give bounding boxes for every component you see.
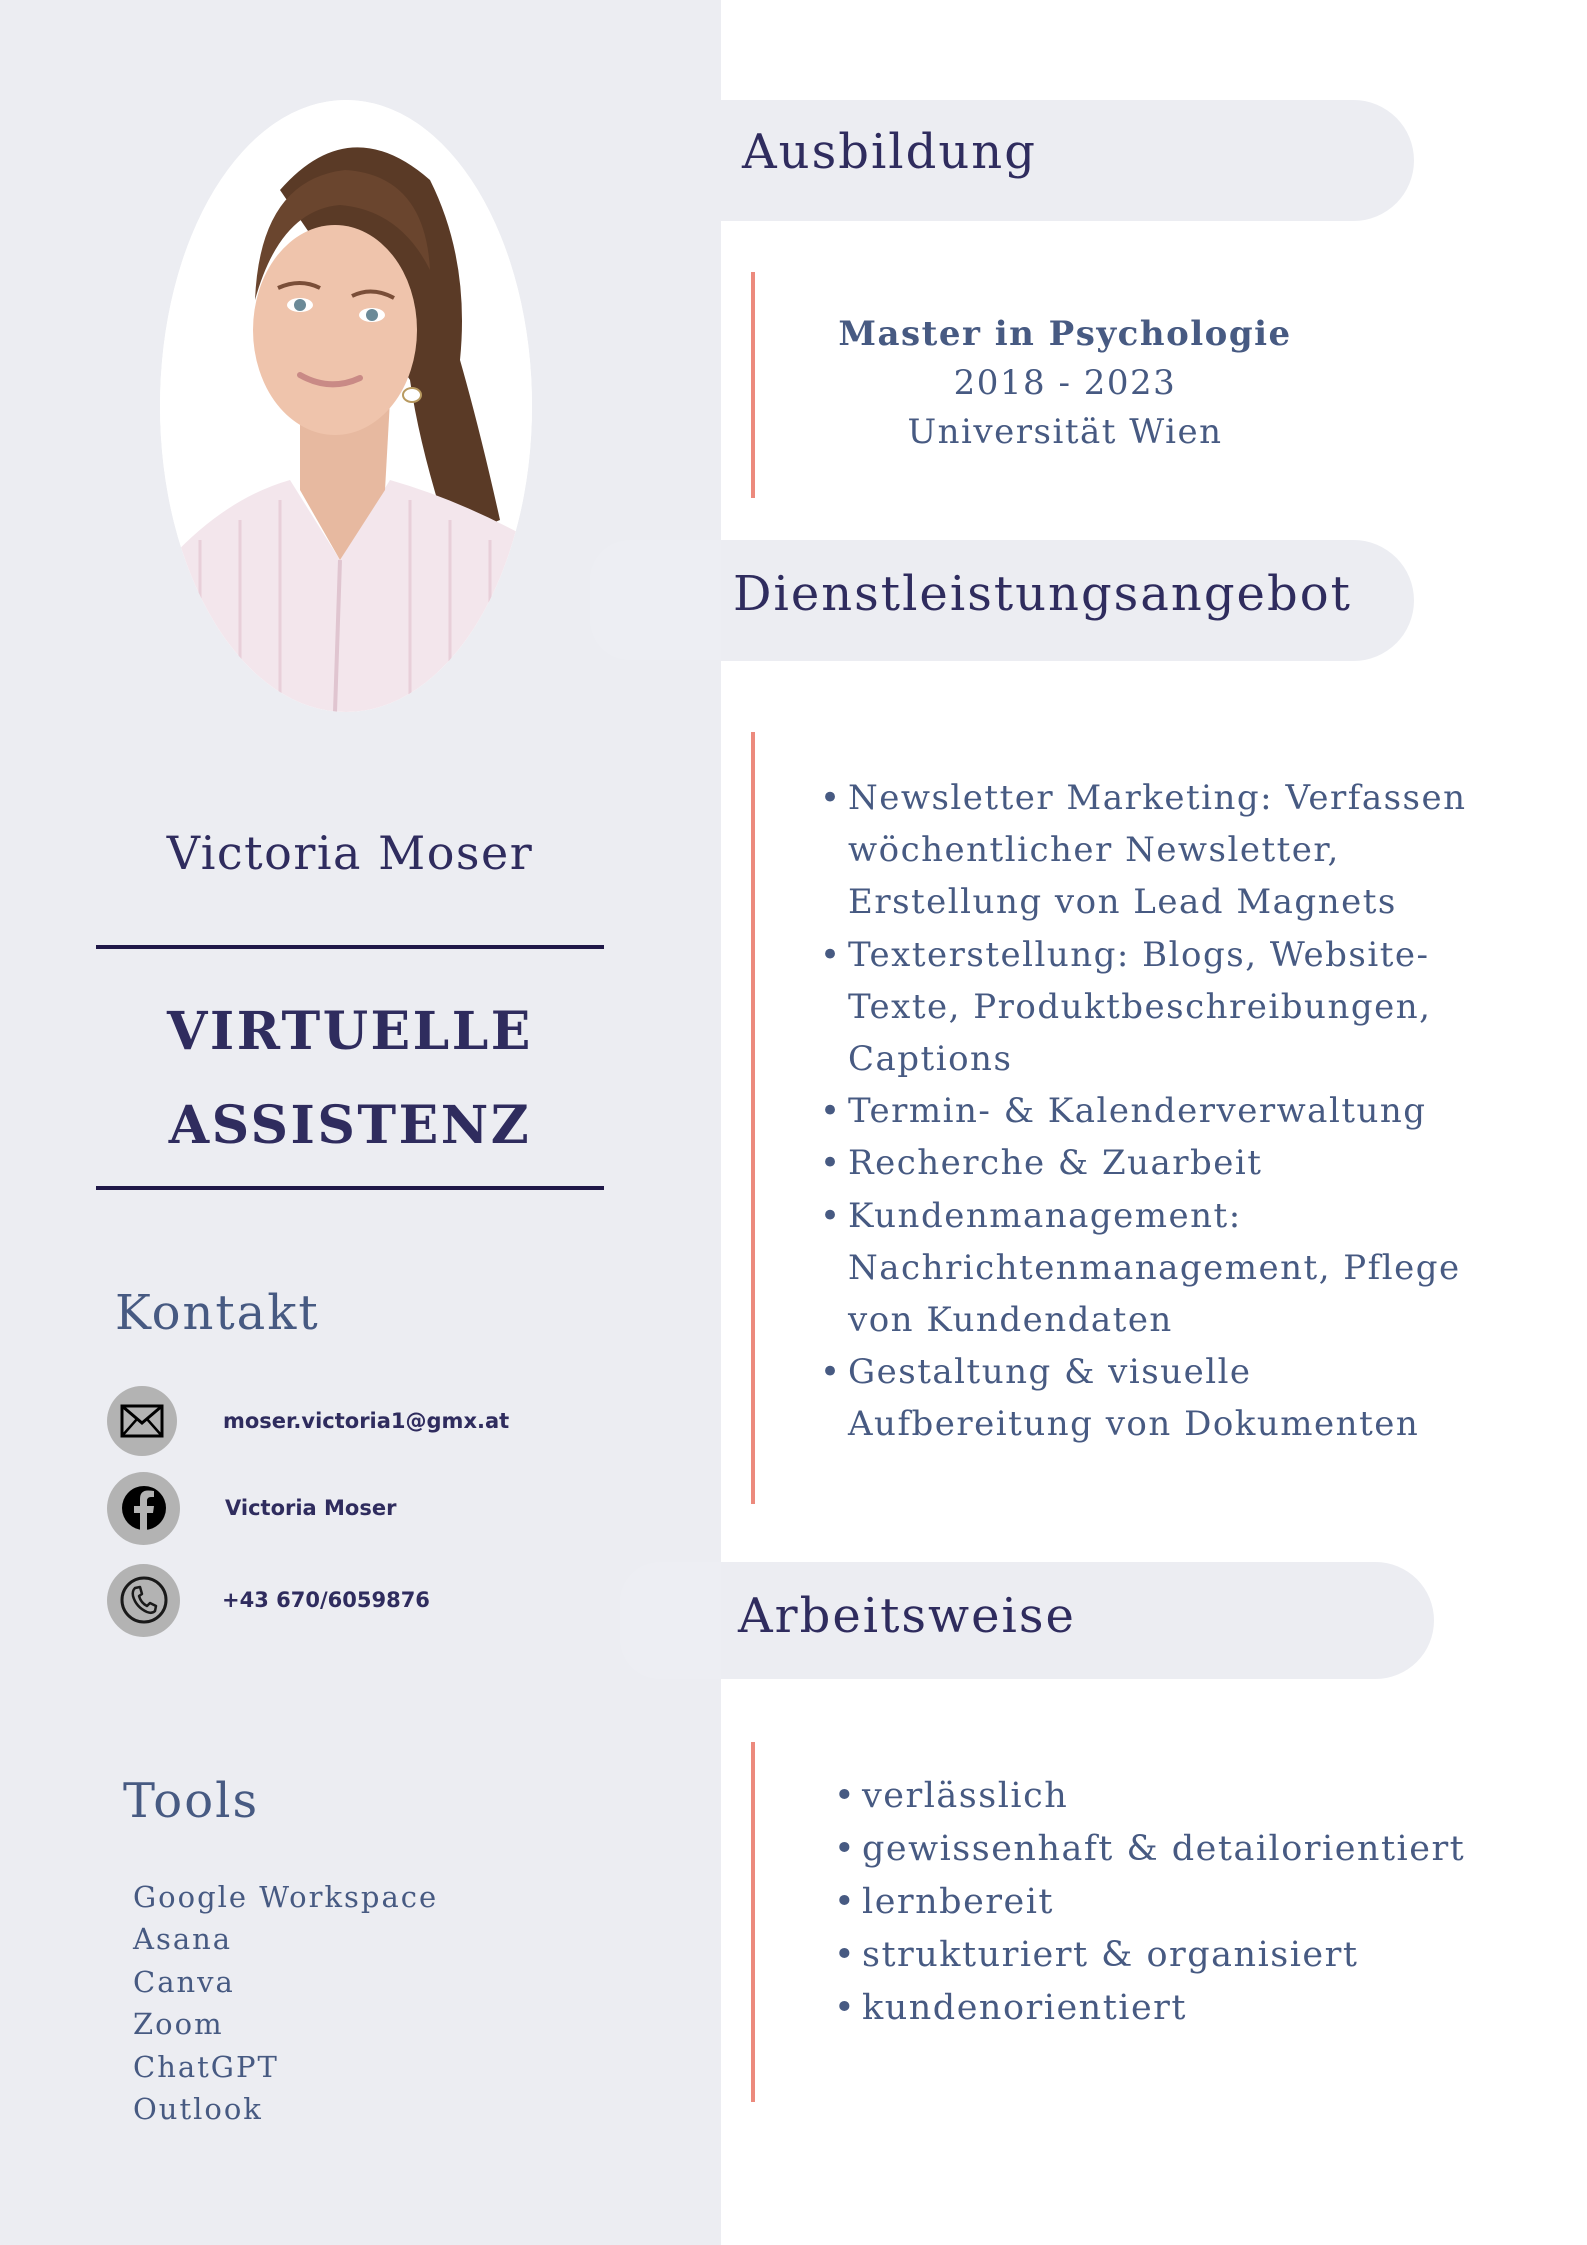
portrait-photo-icon xyxy=(160,100,532,712)
service-item xyxy=(820,772,1467,929)
job-title xyxy=(96,985,604,1173)
job-title-line-2: ASSISTENZ xyxy=(168,1095,532,1156)
services-heading: Dienstleistungsangebot xyxy=(733,566,1352,622)
service-line: Texterstellung: Blogs, Website- xyxy=(848,934,1430,975)
degree-institution: Universität Wien xyxy=(907,412,1223,452)
phone-icon xyxy=(107,1564,180,1637)
education-accent-line xyxy=(751,272,755,498)
work-style-text: verlässlich xyxy=(862,1776,1069,1816)
work-style-heading: Arbeitsweise xyxy=(738,1588,1076,1644)
service-line: Newsletter Marketing: Verfassen xyxy=(848,778,1467,818)
service-line: Erstellung von Lead Magnets xyxy=(848,882,1397,923)
name-divider-top xyxy=(96,945,604,949)
bullet-icon: • xyxy=(834,1776,857,1816)
work-style-item xyxy=(834,1823,1466,1876)
service-line: Aufbereitung von Dokumenten xyxy=(848,1404,1420,1445)
contact-facebook[interactable] xyxy=(107,1472,397,1544)
service-item xyxy=(820,1085,1467,1137)
tool-item: Outlook xyxy=(133,2092,263,2127)
work-style-item xyxy=(834,1876,1465,1929)
work-style-item xyxy=(834,1770,1465,1823)
degree-title: Master in Psychologie xyxy=(838,314,1292,354)
tool-item: Zoom xyxy=(133,2007,224,2042)
work-style-item xyxy=(834,1929,1465,1982)
bullet-icon: • xyxy=(820,1143,842,1184)
bullet-icon: • xyxy=(834,1829,857,1869)
service-line: Captions xyxy=(848,1039,1013,1080)
tools-list xyxy=(133,1876,438,2130)
work-style-accent-line xyxy=(751,1742,755,2102)
service-line: von Kundendaten xyxy=(848,1300,1173,1341)
service-item xyxy=(820,1346,1467,1450)
facebook-name[interactable]: Victoria Moser xyxy=(225,1496,397,1520)
bullet-icon: • xyxy=(820,934,842,975)
bullet-icon: • xyxy=(820,1091,842,1132)
work-style-text: strukturiert & organisiert xyxy=(862,1935,1359,1975)
name-divider-bottom xyxy=(96,1186,604,1190)
facebook-icon xyxy=(107,1472,180,1545)
service-item xyxy=(820,1190,1467,1347)
service-line: Gestaltung & visuelle xyxy=(848,1352,1252,1393)
profile-photo xyxy=(160,100,532,712)
bullet-icon: • xyxy=(820,1352,842,1393)
tool-item: Canva xyxy=(133,1964,235,1999)
service-line: Nachrichtenmanagement, Pflege xyxy=(848,1247,1461,1288)
bullet-icon: • xyxy=(834,1882,857,1922)
service-line: Termin- & Kalenderverwaltung xyxy=(848,1091,1427,1132)
job-title-line-1: VIRTUELLE xyxy=(167,1001,533,1062)
service-item xyxy=(820,1137,1467,1189)
work-style-text: kundenorientiert xyxy=(862,1988,1187,2028)
contact-phone[interactable] xyxy=(107,1564,430,1636)
work-style-text: lernbereit xyxy=(862,1882,1054,1922)
work-style-list xyxy=(834,1770,1466,2035)
services-list xyxy=(820,772,1467,1451)
service-item xyxy=(820,929,1467,1086)
contact-heading: Kontakt xyxy=(115,1285,320,1341)
service-line: Texte, Produktbeschreibungen, xyxy=(848,986,1432,1027)
services-accent-line xyxy=(751,732,755,1504)
service-line: wöchentlicher Newsletter, xyxy=(848,830,1340,871)
service-line: Recherche & Zuarbeit xyxy=(848,1143,1263,1184)
work-style-item xyxy=(834,1982,1465,2035)
tool-item: ChatGPT xyxy=(133,2049,279,2084)
tool-item: Asana xyxy=(133,1922,233,1957)
tool-item: Google Workspace xyxy=(133,1880,439,1914)
bullet-icon: • xyxy=(820,1195,842,1236)
mail-icon xyxy=(107,1386,177,1456)
service-line: Kundenmanagement: xyxy=(848,1195,1242,1236)
education-entry xyxy=(760,310,1370,457)
person-name: Victoria Moser xyxy=(166,826,534,880)
bullet-icon: • xyxy=(834,1935,857,1975)
degree-years: 2018 - 2023 xyxy=(953,363,1177,403)
phone-number[interactable]: +43 670/6059876 xyxy=(222,1588,430,1612)
education-heading: Ausbildung xyxy=(742,124,1037,180)
bullet-icon: • xyxy=(834,1988,857,2028)
work-style-text: gewissenhaft & detailorientiert xyxy=(862,1829,1466,1869)
contact-email[interactable] xyxy=(107,1385,510,1457)
bullet-icon: • xyxy=(820,778,842,818)
email-address[interactable]: moser.victoria1@gmx.at xyxy=(223,1409,510,1433)
tools-heading: Tools xyxy=(123,1773,260,1829)
